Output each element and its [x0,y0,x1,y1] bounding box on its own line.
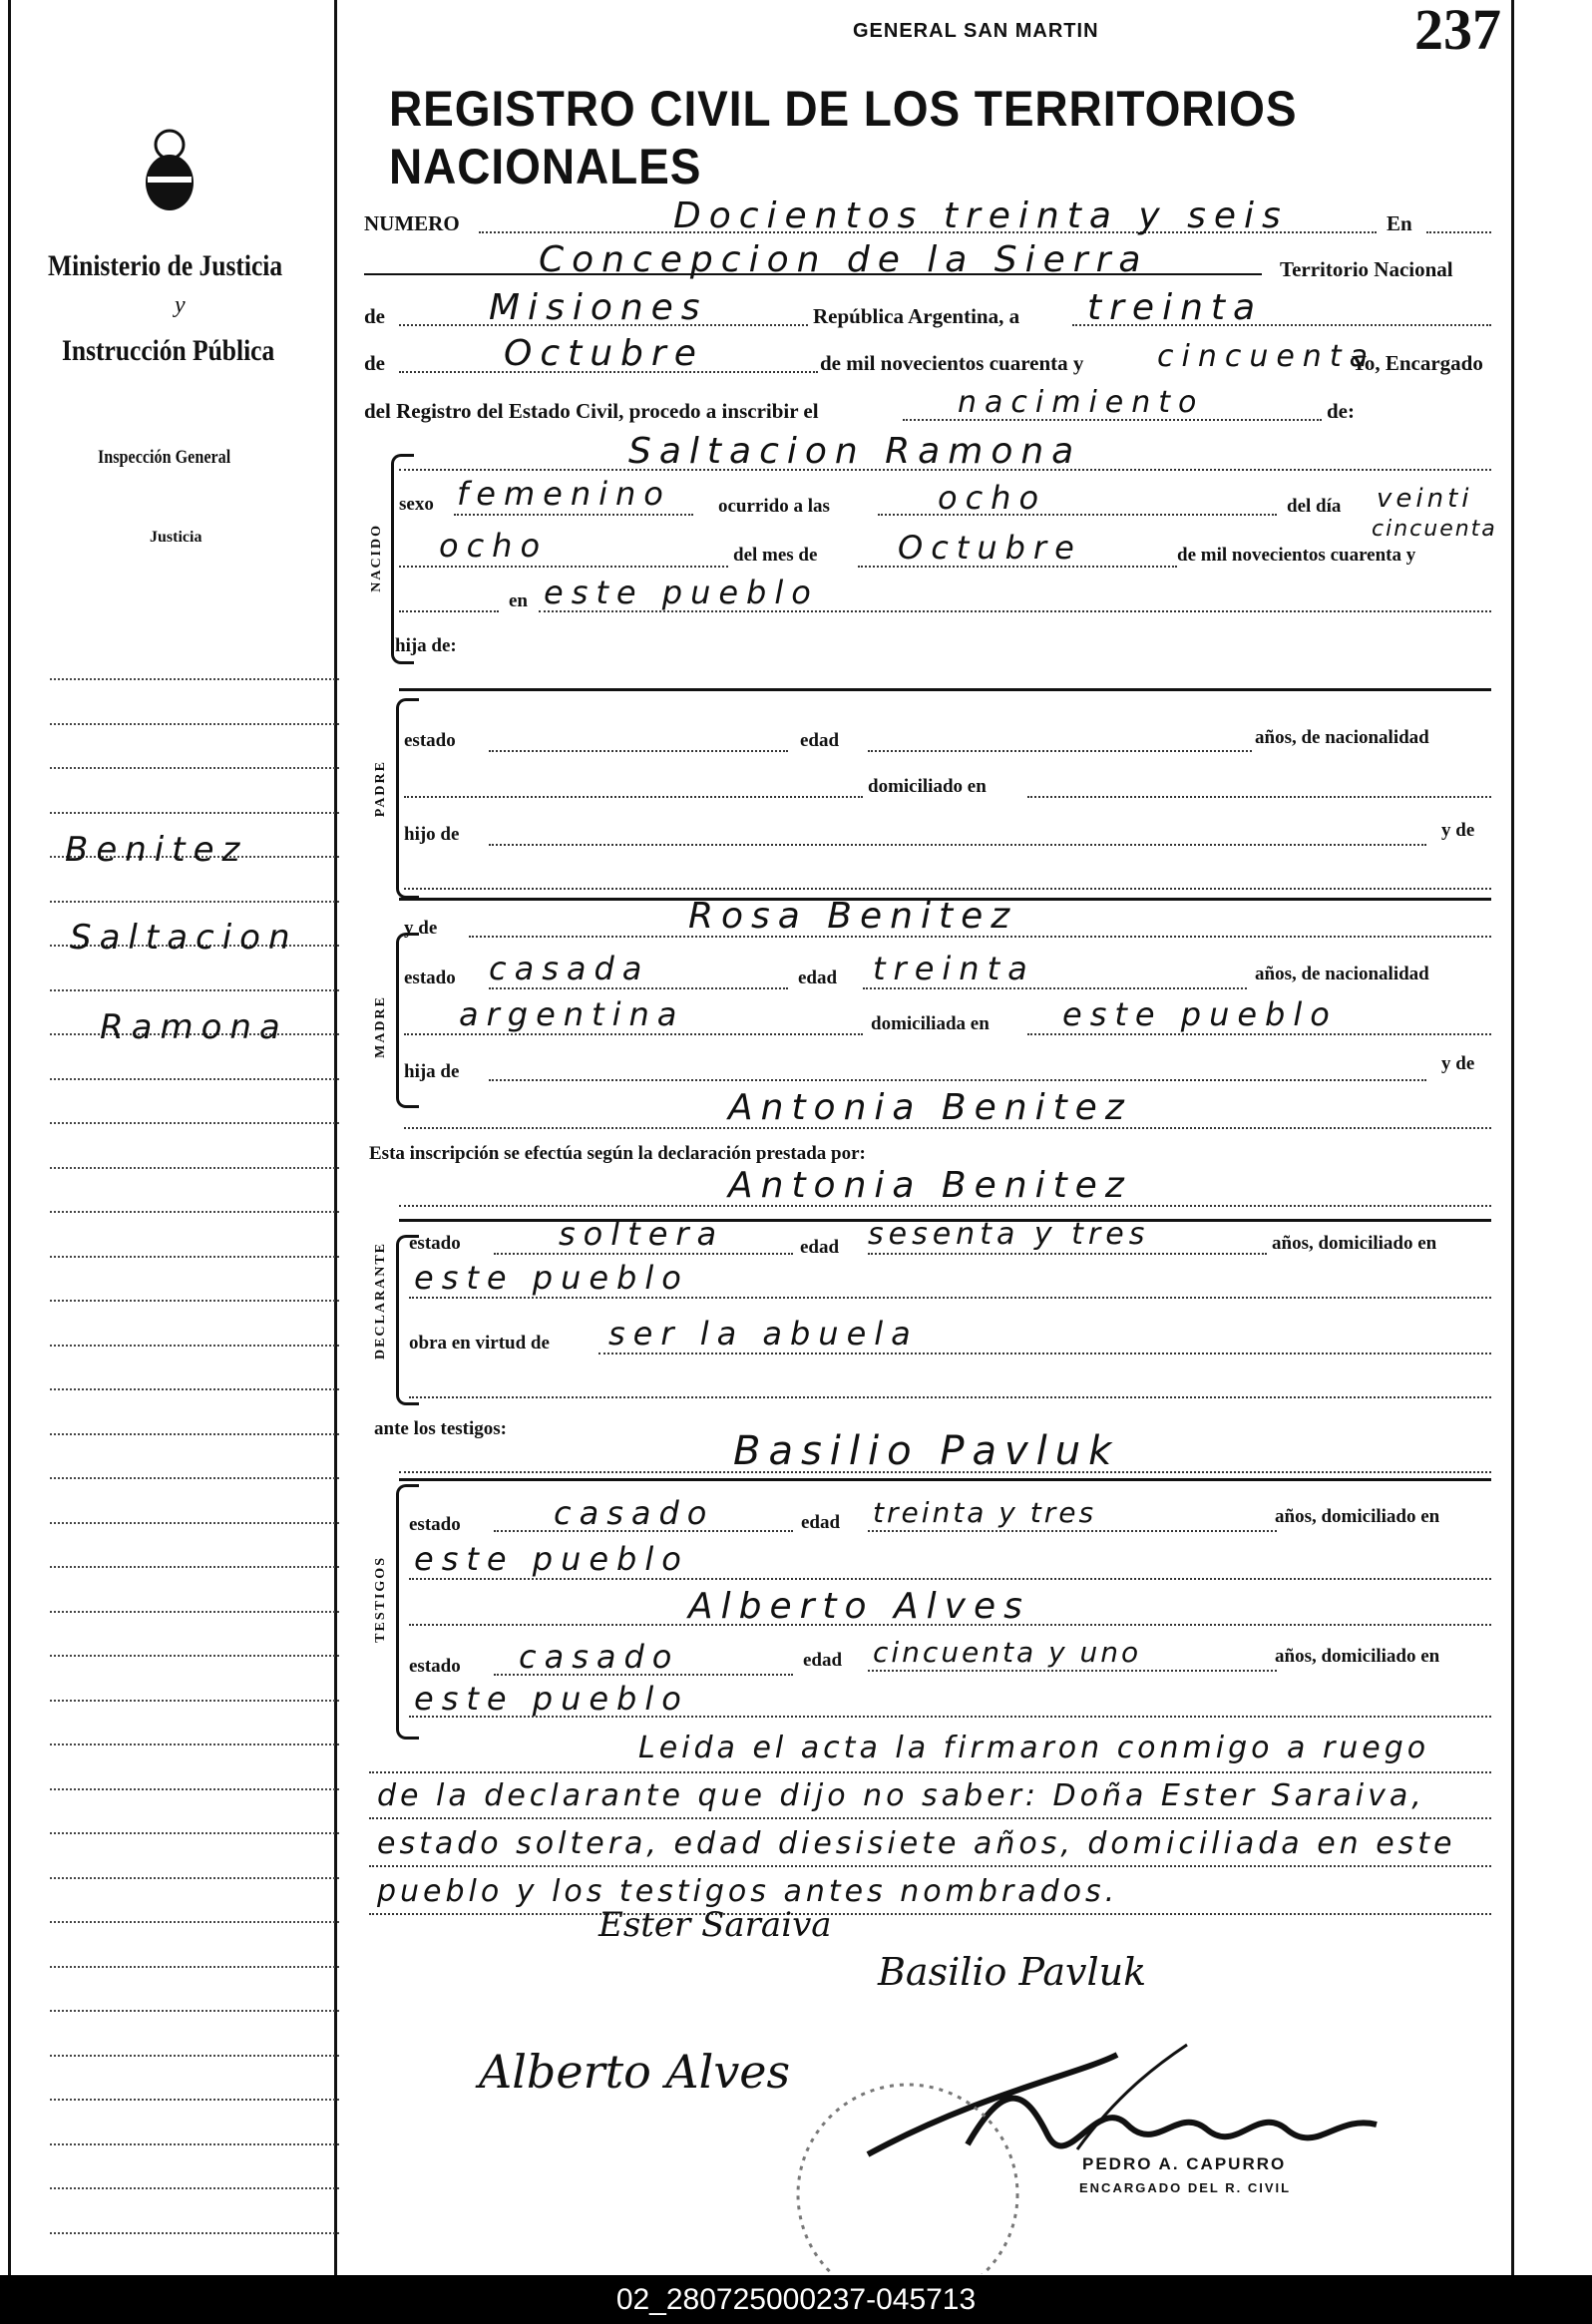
dots-madre-edad [863,987,1247,989]
value-t1-dom: este pueblo [414,1540,689,1578]
left-ruled-line [50,1655,339,1657]
label-y-de2: y de [404,918,438,939]
value-lugar: Concepcion de la Sierra [539,239,1149,280]
left-ruled-line [50,767,339,769]
label-en: En [1387,211,1412,235]
label-padre-anos: años, de nacionalidad [1255,727,1429,748]
note-line3: estado soltera, edad diesisiete años, domiciliada en este [377,1826,1456,1861]
label-madre-edad: edad [798,968,838,988]
left-border [8,0,11,2275]
label-padre: PADRE [373,760,388,818]
value-t2-estado: casado [519,1638,680,1676]
label-madre-anos: años, de nacionalidad [1255,964,1429,984]
label-del-mes: del mes de [733,545,818,566]
left-ruled-line [50,2143,339,2145]
left-ruled-line [50,2187,339,2189]
left-ruled-line [50,1433,339,1435]
label-ocurrido: ocurrido a las [718,496,830,517]
label-numero: NUMERO [364,211,460,235]
dots-decl-end [409,1396,1491,1398]
note-line1: Leida el acta la firmaron conmigo a ruego [638,1731,1430,1765]
label-madre-y-de: y de [1441,1053,1475,1074]
left-ruled-line [50,1122,339,1124]
dots-note2 [369,1817,1491,1819]
left-surname: Benitez [65,830,248,870]
value-madre-edad: treinta [873,950,1035,987]
label-t2-anos: años, domiciliado en [1275,1646,1440,1667]
dots-note4 [369,1913,1491,1915]
label-t1-anos: años, domiciliado en [1275,1506,1440,1527]
note-line4: pueblo y los testigos antes nombrados. [377,1874,1119,1909]
dots-padre-end [404,888,1491,890]
dots-padre-estado [489,750,788,752]
value-declarante: Antonia Benitez [728,1165,1132,1206]
dots-decl-virtud [598,1353,1491,1355]
label-territorio: Territorio Nacional [1280,257,1453,281]
dots-en [1426,231,1491,233]
dots-note1 [369,1771,1491,1773]
label-madre-estado: estado [404,968,456,988]
page-title: REGISTRO CIVIL DE LOS TERRITORIOS NACIONALES [389,81,1298,194]
label-yo: Yo, Encargado [1352,351,1483,375]
value-ano-nac: cincuenta [1372,517,1497,542]
left-ruled-line [50,1300,339,1302]
value-abuela: Antonia Benitez [728,1087,1132,1128]
label-republica: República Argentina, a [813,304,1020,328]
label-madre-dom: domiciliada en [871,1013,990,1034]
left-ruled-line [50,1256,339,1258]
label-inscripcion: Esta inscripción se efectúa según la declaración prestada por: [369,1143,866,1164]
left-ruled-line [50,2010,339,2012]
note-line2: de la declarante que dijo no saber: Doña Ester Saraiva, [377,1778,1425,1813]
coat-of-arms-icon [140,125,199,219]
left-ruled-line [50,1743,339,1745]
label-del-registro: del Registro del Estado Civil, procedo a inscribir el [364,399,819,423]
label-padre-y-de: y de [1441,820,1475,841]
label-nacido: NACIDO [369,524,384,592]
value-territorio: Misiones [489,287,708,328]
label-obra: obra en virtud de [409,1333,550,1354]
official-seal-icon [768,2075,1047,2279]
signature-ester: Ester Saraiva [598,1905,832,1945]
left-ruled-line [50,1345,339,1347]
value-madre-nac: argentina [459,995,685,1033]
label-sexo: sexo [399,494,434,515]
signature-alberto: Alberto Alves [479,2045,791,2099]
dots-t2-edad [868,1670,1277,1672]
left-ruled-line [50,1877,339,1879]
bracket-nacido [391,454,414,664]
officer-title: ENCARGADO DEL R. CIVIL [1079,2180,1292,2195]
left-ruled-line [50,812,339,814]
value-ano: cincuenta [1157,339,1376,374]
dots-t1-dom [409,1578,1491,1580]
label-padre-estado: estado [404,730,456,751]
footer-bar: 02_280725000237-045713 [0,2275,1592,2324]
signature-basilio: Basilio Pavluk [878,1950,1147,1994]
dots-padre-hijo [489,844,1426,846]
value-sexo: femenino [457,475,671,513]
dots-pre-en [399,610,499,612]
label-de1: de [364,304,385,328]
left-ruled-line [50,1477,339,1479]
left-ruled-line [50,1700,339,1702]
right-border [1511,0,1514,2275]
value-nombre: Saltacion Ramona [628,431,1082,472]
left-ruled-line [50,2232,339,2234]
left-ruled-line [50,1522,339,1524]
label-t2-edad: edad [803,1650,843,1671]
value-lugar-nac: este pueblo [544,574,819,611]
bracket-padre [396,698,419,899]
left-ruled-line [50,901,339,903]
value-hora: ocho [938,479,1047,517]
stamp-top: GENERAL SAN MARTIN [853,20,1099,42]
dots-padre-edad [868,750,1252,752]
left-ruled-line [50,2055,339,2057]
value-madre-estado: casada [489,950,650,987]
value-dia-nac2: ocho [439,527,549,565]
value-dia: treinta [1087,287,1264,328]
dots-madre-nac [404,1033,863,1035]
value-t2-edad: cincuenta y uno [873,1636,1142,1669]
value-acto: nacimiento [958,385,1205,420]
value-t1-edad: treinta y tres [873,1496,1097,1529]
dots-padre-nac [404,796,863,798]
left-ruled-line [50,723,339,725]
value-mes: Octubre [504,333,704,374]
label-ante: ante los testigos: [374,1418,507,1439]
dots-decl-edad [868,1253,1267,1255]
label-en2: en [509,590,528,611]
value-madre-dom: este pueblo [1062,995,1338,1033]
label-del-dia: del día [1287,496,1342,517]
label-t2-estado: estado [409,1656,461,1677]
value-decl-virtud: ser la abuela [608,1315,919,1353]
label-padre-dom: domiciliado en [868,776,987,797]
label-decl-edad: edad [800,1237,840,1258]
value-madre-nombre: Rosa Benitez [688,896,1018,937]
line-testigos-top [399,1478,1491,1481]
panel-divider [334,0,337,2275]
justicia-label: Justicia [150,529,202,546]
label-hija-de: hija de: [395,635,457,656]
dots-madre-dom [1027,1033,1491,1035]
value-t1-estado: casado [554,1494,715,1532]
value-testigo1: Basilio Pavluk [733,1428,1120,1474]
dots-padre-dom [1027,796,1491,798]
value-numero: Docientos treinta y seis [673,195,1289,236]
dots-madre-estado [489,987,788,989]
dots-decl-estado [494,1253,793,1255]
value-t2-dom: este pueblo [414,1680,689,1718]
label-hija-de2: hija de [404,1061,460,1082]
left-ruled-line [50,1167,339,1169]
left-ruled-line [50,1388,339,1390]
left-ruled-line [50,1966,339,1968]
ministry-y: y [175,292,186,318]
left-ruled-line [50,989,339,991]
value-decl-estado: soltera [559,1215,725,1253]
left-ruled-line [50,1566,339,1568]
label-madre: MADRE [373,995,388,1058]
left-ruled-line [50,1921,339,1923]
left-ruled-line [50,1078,339,1080]
label-padre-edad: edad [800,730,840,751]
left-ruled-line [50,678,339,680]
dots-madre-hija [489,1079,1426,1081]
left-ruled-line [50,1832,339,1834]
value-testigo2: Alberto Alves [688,1586,1030,1627]
left-ruled-line [50,2099,339,2101]
inspeccion-label: Inspección General [98,447,231,468]
dots-dia-nac2 [399,566,728,568]
label-testigos: TESTIGOS [373,1556,388,1643]
dots-t1-edad [868,1530,1277,1532]
line-padre-top [399,688,1491,691]
left-ruled-line [50,1611,339,1613]
officer-name: PEDRO A. CAPURRO [1082,2154,1287,2173]
label-decl-anos: años, domiciliado en [1272,1233,1437,1254]
left-given1: Saltacion [70,918,298,958]
label-declarante: DECLARANTE [373,1242,388,1360]
label-de-mil: de mil novecientos cuarenta y [820,351,1084,375]
value-mes-nac: Octubre [898,529,1082,567]
label-de-mil2: de mil novecientos cuarenta y [1177,545,1416,566]
dots-sexo [454,514,693,516]
left-ruled-line [50,1211,339,1213]
left-ruled-line [50,1788,339,1790]
page-number: 237 [1414,0,1501,62]
label-decl-estado: estado [409,1233,461,1254]
value-dia-nac: veinti [1377,484,1473,514]
value-decl-dom: este pueblo [414,1259,689,1297]
dots-note3 [369,1865,1491,1867]
ministry-line2: Instrucción Pública [62,334,275,367]
label-de-colon: de: [1327,399,1355,423]
label-t1-edad: edad [801,1512,841,1533]
label-t1-estado: estado [409,1514,461,1535]
ministry-line1: Ministerio de Justicia [48,249,283,282]
left-given2: Ramona [100,1007,288,1047]
label-hijo-de: hijo de [404,824,460,845]
label-de2: de [364,351,385,375]
dots-decl-dom [409,1297,1491,1299]
value-decl-edad: sesenta y tres [868,1217,1150,1252]
